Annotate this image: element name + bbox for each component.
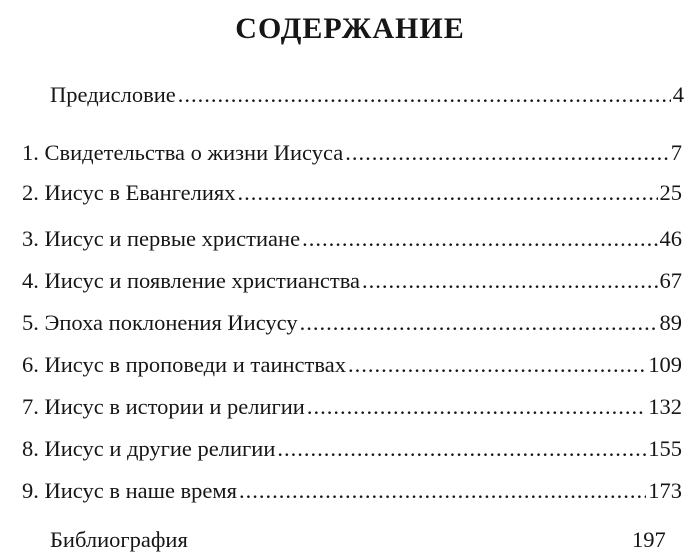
toc-entry-cut-off-label: Библиография bbox=[50, 527, 188, 552]
toc-entry-chapter-2 bbox=[22, 180, 682, 206]
toc-entry-page: 173 bbox=[648, 478, 682, 503]
toc-entry-chapter-7 bbox=[22, 394, 682, 420]
dot-leader bbox=[348, 352, 646, 378]
toc-entry-page: 7 bbox=[670, 140, 682, 165]
toc-entry-page: 155 bbox=[648, 436, 682, 461]
toc-entry-page: 46 bbox=[659, 226, 682, 251]
dot-leader bbox=[307, 394, 646, 420]
toc-entry-page: 67 bbox=[659, 268, 682, 293]
toc-entry-label: Предисловие bbox=[50, 82, 176, 107]
toc-entry-chapter-1 bbox=[22, 140, 682, 166]
page-title: СОДЕРЖАНИЕ bbox=[235, 12, 465, 45]
toc-entry-chapter-3 bbox=[22, 226, 682, 252]
dot-leader bbox=[302, 226, 657, 252]
toc-entry-label: 6. Иисус в проповеди и таинствах bbox=[22, 352, 346, 377]
dot-leader bbox=[178, 82, 671, 108]
dot-leader bbox=[300, 310, 658, 336]
toc-entry-label: 5. Эпоха поклонения Иисусу bbox=[22, 310, 298, 335]
toc-entry-cut-off-page: 197 bbox=[632, 527, 666, 552]
toc-entry-preface bbox=[50, 82, 684, 108]
dot-leader bbox=[345, 140, 669, 166]
dot-leader bbox=[237, 180, 657, 206]
toc-entry-label: 9. Иисус в наше время bbox=[22, 478, 238, 503]
toc-entry-label: 7. Иисус в истории и религии bbox=[22, 394, 305, 419]
toc-entry-page: 89 bbox=[659, 310, 682, 335]
toc-entry-page: 4 bbox=[672, 82, 684, 107]
toc-entry-label: 1. Свидетельства о жизни Иисуса bbox=[22, 140, 344, 165]
toc-entry-label: 4. Иисус и появление христианства bbox=[22, 268, 361, 293]
dot-leader bbox=[362, 268, 657, 294]
dot-leader bbox=[239, 478, 646, 504]
toc-entry-page: 25 bbox=[659, 180, 682, 205]
toc-entry-chapter-8 bbox=[22, 436, 682, 462]
toc-entry-label: 3. Иисус и первые христиане bbox=[22, 226, 301, 251]
toc-entry-page: 109 bbox=[648, 352, 682, 377]
toc-entry-chapter-6 bbox=[22, 352, 682, 378]
toc-entry-chapter-9 bbox=[22, 478, 682, 504]
toc-entry-chapter-5 bbox=[22, 310, 682, 336]
toc-entry-page: 132 bbox=[648, 394, 682, 419]
dot-leader bbox=[277, 436, 646, 462]
toc-entry-label: 2. Иисус в Евангелиях bbox=[22, 180, 236, 205]
toc-entry-label: 8. Иисус и другие религии bbox=[22, 436, 276, 461]
toc-entry-chapter-4 bbox=[22, 268, 682, 294]
